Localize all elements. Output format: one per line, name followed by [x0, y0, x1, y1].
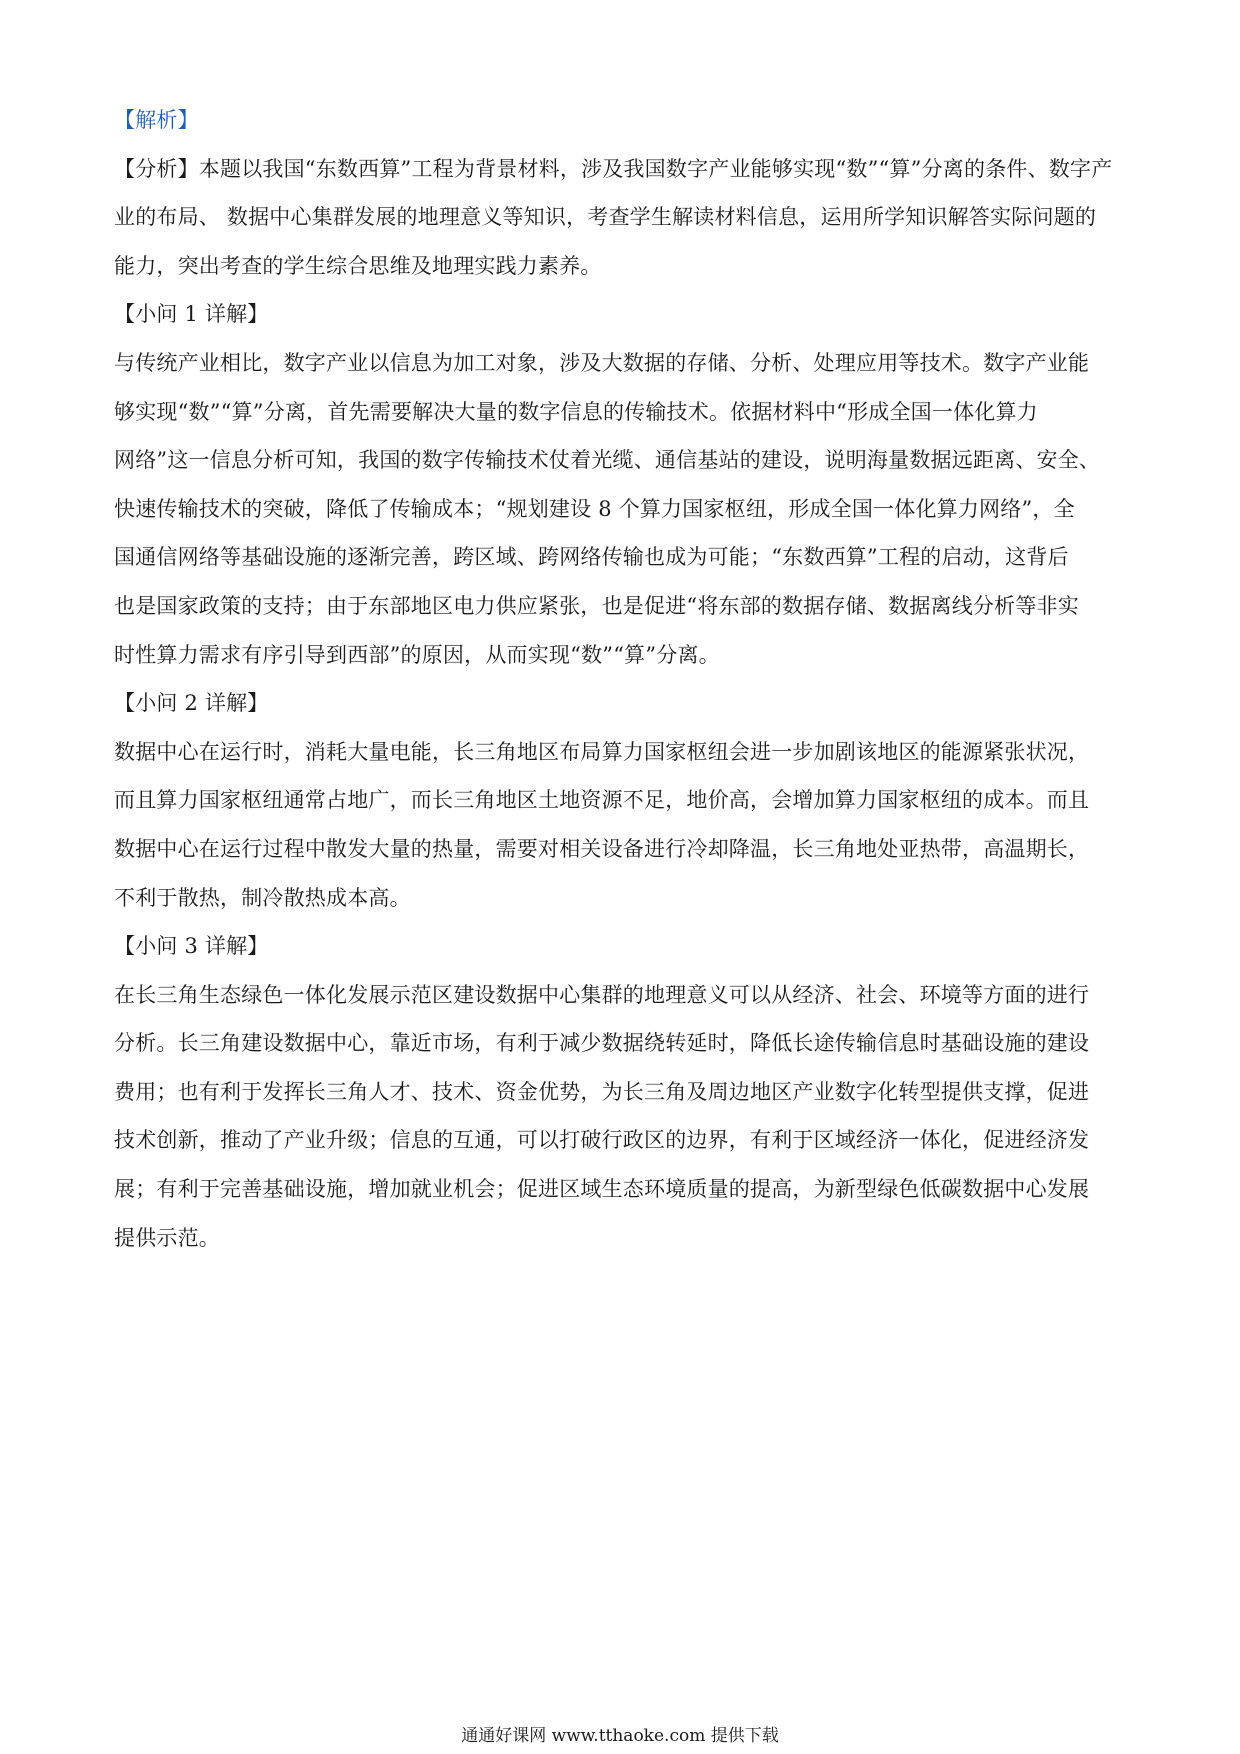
question-3-heading: 【小问 3 详解】 [114, 934, 269, 959]
question-3-line: 技术创新，推动了产业升级；信息的互通，可以打破行政区的边界，有利于区域经济一体化，促进经济发 [114, 1128, 1090, 1153]
analysis-line: 业的布局、 数据中心集群发展的地理意义等知识，考查学生解读材料信息，运用所学知识解答实际问题的 [114, 205, 1097, 230]
question-1-line: 国通信网络等基础设施的逐渐完善，跨区域、跨网络传输也成为可能；“东数西算”工程的启动，这背后 [114, 545, 1069, 570]
analysis-line: 【分析】本题以我国“东数西算”工程为背景材料，涉及我国数字产业能够实现“数”“算”分离的条件、数字产 [114, 156, 1113, 181]
question-2-line: 数据中心在运行时，消耗大量电能，长三角地区布局算力国家枢纽会进一步加剧该地区的能源紧张状况， [114, 739, 1090, 764]
question-3-line: 分析。长三角建设数据中心，靠近市场，有利于减少数据绕转延时，降低长途传输信息时基础设施的建设 [114, 1031, 1090, 1056]
question-2-heading: 【小问 2 详解】 [114, 691, 269, 716]
question-3-line: 提供示范。 [114, 1225, 220, 1250]
question-2-line: 而且算力国家枢纽通常占地广，而长三角地区土地资源不足，地价高，会增加算力国家枢纽的成本。而且 [114, 788, 1090, 813]
question-2-section [114, 679, 1132, 922]
jiexi-heading: 【解析】 [114, 108, 199, 132]
question-3-section [114, 922, 1132, 1262]
question-1-line: 网络”这一信息分析可知，我国的数字传输技术仗着光缆、通信基站的建设，说明海量数据远距离、安全、 [114, 448, 1101, 473]
analysis-section [114, 145, 1132, 291]
question-1-line: 也是国家政策的支持；由于东部地区电力供应紧张，也是促进“将东部的数据存储、数据离线分析等非实 [114, 593, 1079, 618]
question-1-section [114, 290, 1132, 679]
question-1-line: 够实现“数”“算”分离，首先需要解决大量的数字信息的传输技术。依据材料中“形成全国一体化算力 [114, 399, 1038, 424]
question-1-line: 与传统产业相比，数字产业以信息为加工对象，涉及大数据的存储、分析、处理应用等技术。数字产业能 [114, 350, 1090, 375]
question-2-line: 不利于散热，制冷散热成本高。 [114, 885, 411, 910]
question-3-line: 在长三角生态绿色一体化发展示范区建设数据中心集群的地理意义可以从经济、社会、环境等方面的进行 [114, 982, 1090, 1007]
analysis-line: 能力，突出考查的学生综合思维及地理实践力素养。 [114, 253, 602, 278]
question-1-line: 快速传输技术的突破，降低了传输成本；“规划建设 8 个算力国家枢纽，形成全国一体化算力网络”，全 [114, 496, 1075, 521]
question-3-line: 展；有利于完善基础设施，增加就业机会；促进区域生态环境质量的提高，为新型绿色低碳数据中心发展 [114, 1177, 1090, 1202]
question-2-line: 数据中心在运行过程中散发大量的热量，需要对相关设备进行冷却降温，长三角地处亚热带，高温期长， [114, 836, 1090, 861]
question-1-line: 时性算力需求有序引导到西部”的原因，从而实现“数”“算”分离。 [114, 642, 720, 667]
document-body [114, 96, 1132, 1262]
question-3-line: 费用；也有利于发挥长三角人才、技术、资金优势，为长三角及周边地区产业数字化转型提供支撑，促进 [114, 1079, 1090, 1104]
page-footer: 通通好课网 www.tthaoke.com 提供下载 [461, 1726, 779, 1746]
question-1-heading: 【小问 1 详解】 [114, 302, 269, 327]
